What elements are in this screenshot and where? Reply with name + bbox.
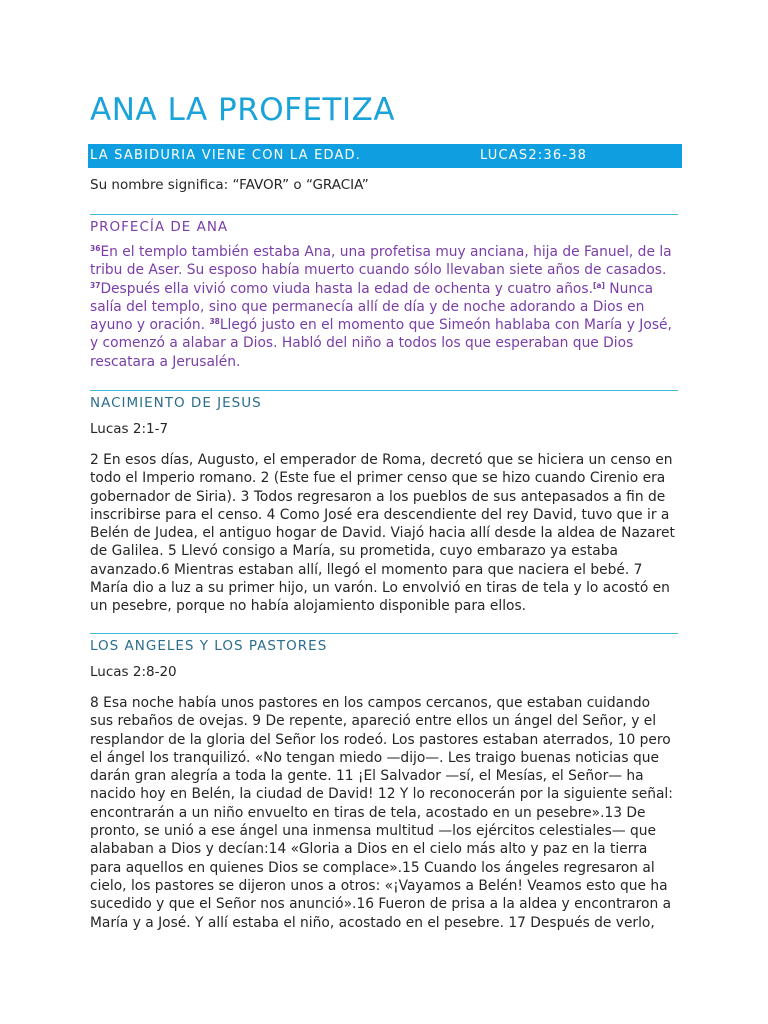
text-line: un pesebre, porque no había alojamiento disponible para ellos. [90, 598, 527, 615]
footnote-marker[interactable]: [a] [592, 280, 605, 290]
text-line: sus rebaños de ovejas. 9 De repente, apareció entre ellos un ángel del Señor, y el [90, 713, 657, 730]
scripture-reference: LUCAS2:36-38 [480, 148, 588, 163]
section-heading-label: LOS ANGELES Y LOS PASTORES [90, 638, 328, 654]
passage-text [90, 451, 684, 616]
text-line: cielo, los pastores se dijeron unos a otros: «¡Vayamos a Belén! Veamos esto que ha [90, 877, 668, 894]
passage-reference: Lucas 2:1-7 [90, 421, 169, 437]
verse-number: 36 [90, 244, 101, 253]
text-line: resplandor de la gloria del Señor los rodeó. Los pastores estaban aterrados, 10 pero [90, 731, 671, 748]
section-heading-angeles [90, 633, 678, 660]
passage-reference: Lucas 2:8-20 [90, 664, 177, 680]
verse-text: Llegó justo en el momento que Simeón hablaba con María y José, y comenzó a alabar a Dios. Habló del niño a todos los que esperaban que Dios rescatara a Jerusalén. [90, 317, 672, 370]
section-heading-profecia [90, 214, 678, 241]
text-line: gobernador de Siria). 3 Todos regresaron a los pueblos de sus antepasados a fin de [90, 488, 666, 505]
text-line: sucedido y que el Señor nos anunció».16 Fueron de prisa a la aldea y encontraron a [90, 896, 672, 913]
text-line: para aquellos en quienes Dios se complace».15 Cuando los ángeles regresaron al [90, 859, 655, 876]
text-line: María dio a luz a su primer hijo, un varón. Lo envolvió en tiras de tela y lo acostó en [90, 580, 670, 597]
text-line: avanzado.6 Mientras estaban allí, llegó el momento para que naciera el bebé. 7 [90, 561, 643, 578]
text-line: 8 Esa noche había unos pastores en los campos cercanos, que estaban cuidando [90, 695, 651, 711]
section-heading-nacimiento [90, 390, 678, 417]
text-line: pronto, se unió a ese ángel una inmensa multitud —los ejércitos celestiales— que [90, 823, 656, 840]
text-line: alababan a Dios y decían:14 «Gloria a Dios en el cielo más alto y paz en la tierra [90, 841, 648, 858]
verse-text: Después ella vivió como viuda hasta la edad de ochenta y cuatro años. [100, 280, 593, 297]
text-line: María y a José. Y allí estaba el niño, acostado en el pesebre. 17 Después de verlo, [90, 914, 655, 931]
passage-text [90, 694, 684, 932]
text-line: todo el Imperio romano. 2 (Este fue el primer censo que se hizo cuando Cirenio era [90, 470, 666, 487]
verse-number: 38 [209, 317, 220, 327]
text-line: 2 En esos días, Augusto, el emperador de Roma, decretó que se hiciera un censo en [90, 452, 673, 468]
subtitle-bar [88, 144, 682, 168]
text-line: darán gran alegría a toda la gente. 11 ¡El Salvador —sí, el Mesías, el Señor— ha [90, 768, 644, 785]
verse-text: Nunca salía del templo, sino que permanecía allí de día y de noche adorando a Dios en ayuno y oración. [90, 280, 654, 334]
document-title: ANA LA PROFETIZA [90, 92, 396, 128]
name-meaning: Su nombre significa: “FAVOR” o “GRACIA” [90, 177, 369, 193]
section-heading-label: NACIMIENTO DE JESUS [90, 395, 262, 411]
verse-text: En el templo también estaba Ana, una profetisa muy anciana, hija de Fanuel, de la tribu de Aser. Su esposo había muerto cuando sólo llevaban siete años de casados. [90, 244, 672, 279]
text-line: nacido hoy en Belén, la ciudad de David! 12 Y lo reconocerán por la siguiente señal: [90, 786, 673, 803]
text-line: el ángel los tranquilizó. «No tengan miedo —dijo—. Les traigo buenas noticias que [90, 749, 659, 766]
text-line: inscribirse para el censo. 4 Como José era descendiente del rey David, tuvo que ir a [90, 506, 670, 523]
text-line: encontrarán a un niño envuelto en tiras de tela, acostado en un pesebre».13 De [90, 804, 646, 821]
verse-number: 37 [90, 280, 101, 290]
text-line: Belén de Judea, el antiguo hogar de David. Viajó hacia allí desde la aldea de Nazaret [90, 525, 675, 542]
prophecy-paragraph [90, 243, 684, 371]
text-line: de Galilea. 5 Llevó consigo a María, su prometida, cuyo embarazo ya estaba [90, 543, 618, 560]
subtitle-text: LA SABIDURIA VIENE CON LA EDAD. [90, 148, 362, 163]
section-heading-label: PROFECÍA DE ANA [90, 219, 229, 235]
